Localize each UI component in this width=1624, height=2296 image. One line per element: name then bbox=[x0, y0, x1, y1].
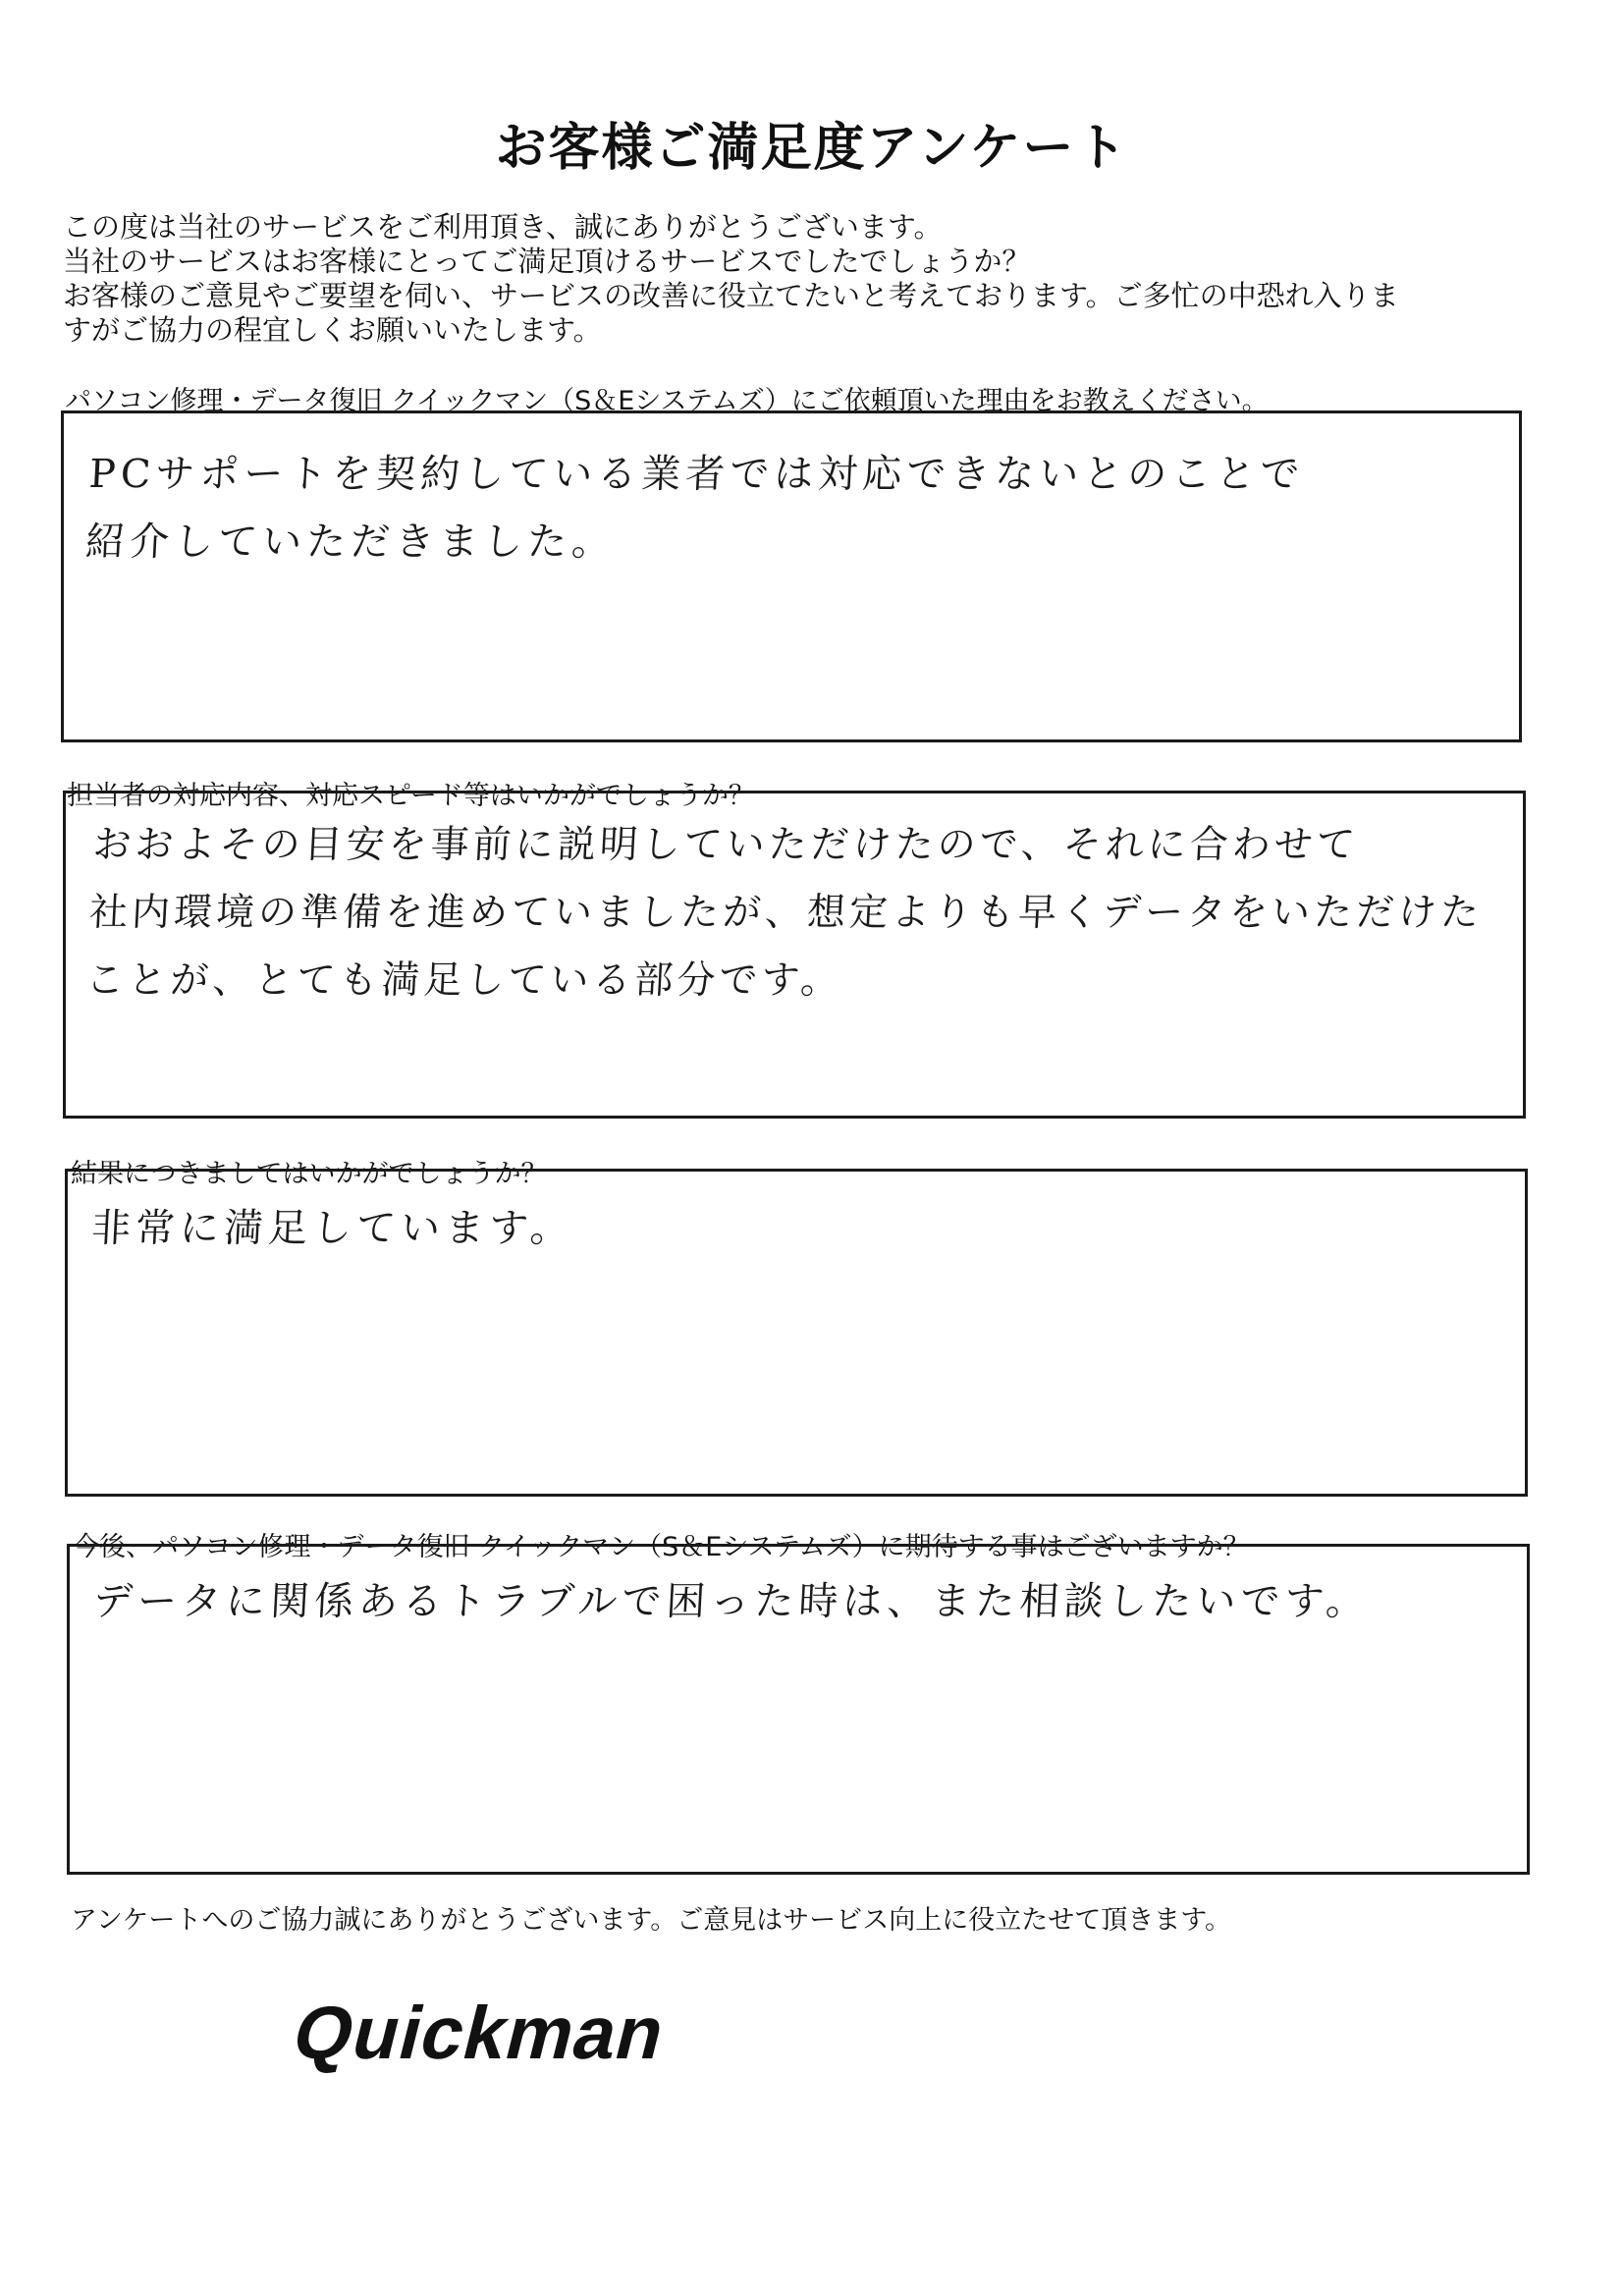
question-1-label: パソコン修理・データ復旧 クイックマン（S＆Eシステムズ）にご依頼頂いた理由をお教えください。 bbox=[65, 386, 1269, 416]
intro-line: 当社のサービスはお客様にとってご満足頂けるサービスでしたでしょうか？ bbox=[63, 245, 1031, 278]
question-3-label: 結果につきましてはいかがでしょうか？ bbox=[71, 1159, 548, 1189]
answer-4-handwriting: データに関係あるトラブルで困った時は、また相談したいです。 bbox=[91, 1579, 1372, 1624]
intro-line: すがご協力の程宜しくお願いいたします。 bbox=[63, 313, 602, 347]
question-2-label: 担当者の対応内容、対応スピード等はいかがでしょうか？ bbox=[67, 781, 755, 811]
question-4-label: 今後、パソコン修理・データ復旧 クイックマン（S＆Eシステムズ）に期待する事はございますか？ bbox=[73, 1532, 1250, 1562]
answer-3-handwriting: 非常に満足しています。 bbox=[89, 1206, 576, 1251]
closing-message: アンケートへのご協力誠にありがとうございます。ご意見はサービス向上に役立たせて頂きます。 bbox=[71, 1905, 1232, 1936]
intro-paragraph bbox=[63, 210, 1516, 348]
answer-1-handwriting: PCサポートを契約している業者では対応できないとのことで 紹介していただきました。 bbox=[84, 452, 1306, 565]
answer-box-2 bbox=[63, 791, 1526, 1119]
answer-2-handwriting: おおよその目安を事前に説明していただけたので、それに合わせて 社内環境の準備を進めていましたが、想定よりも早くデータをいただけた ことが、とても満足している部分です。 bbox=[84, 823, 1485, 1003]
quickman-logo bbox=[275, 1982, 707, 2080]
survey-title: お客様ご満足度アンケート bbox=[495, 119, 1129, 178]
answer-box-1 bbox=[61, 410, 1522, 742]
intro-line: お客様のご意見やご要望を伺い、サービスの改善に役立てたいと考えております。ご多忙の中恐れ入りま bbox=[63, 279, 1399, 312]
intro-line: この度は当社のサービスをご利用頂き、誠にありがとうございます。 bbox=[63, 210, 943, 244]
answer-box-3 bbox=[65, 1169, 1528, 1497]
answer-box-4 bbox=[67, 1544, 1530, 1875]
svg-text:Quickman: Quickman bbox=[285, 1992, 675, 2075]
